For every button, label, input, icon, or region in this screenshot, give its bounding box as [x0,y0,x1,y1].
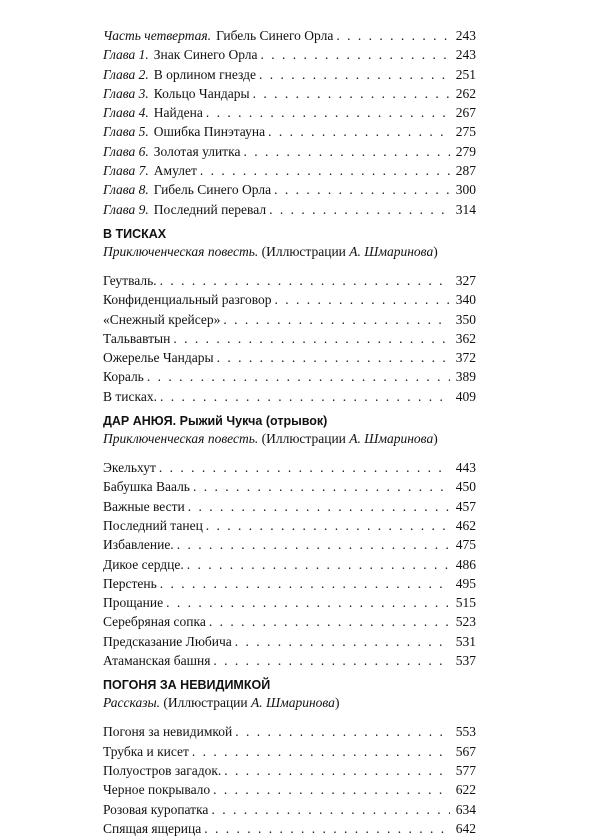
page-number: 443 [455,460,476,476]
dot-leader [336,26,450,45]
dot-leader [213,651,450,670]
page-number: 475 [455,537,476,553]
entry-title: Геутваль. [103,272,157,288]
entry-title: Предсказание Любича [103,633,232,649]
entry-title: Знак Синего Орла [153,47,258,63]
page-number: 523 [455,614,476,630]
page-number: 634 [455,801,476,817]
section-subtitle [103,243,476,261]
toc-entry-row [103,271,476,290]
dot-leader [187,555,450,574]
toc-entry-row [103,310,476,329]
toc-section [103,412,476,670]
entry-title: Кольцо Чандары [153,85,250,101]
entry-title: Гибель Синего Орла [153,182,272,198]
entry-title: Важные вести [103,498,185,514]
chapter-row [103,65,476,84]
entry-title: Прощание [103,595,164,611]
illustrator-name: А. Шмаринова [349,431,434,447]
entry-title: Ошибка Пинэтауна [153,124,266,140]
dot-leader [160,387,450,406]
toc-entry-row [103,329,476,348]
chapter-prefix: Глава 5. [103,124,149,140]
page-number: 577 [455,762,476,778]
page-number: 275 [455,124,476,140]
toc-entry-row [103,612,476,631]
dot-leader [253,84,450,103]
page-number: 350 [455,311,476,327]
toc-entry-row [103,516,476,535]
entry-title: Черное покрывало [103,782,211,798]
page-number: 553 [455,724,476,740]
entry-title: Ожерелье Чандары [103,350,214,366]
page-number: 389 [455,369,476,385]
entry-title: Избавление. [103,537,174,553]
chapter-row [103,200,476,219]
page-number: 515 [455,595,476,611]
dot-leader [259,65,450,84]
entry-title: Трубка и кисет [103,743,189,759]
toc-section [103,676,476,838]
chapter-row [103,122,476,141]
chapter-prefix: Глава 4. [103,105,149,121]
entry-title: Спящая ящерица [103,820,202,836]
chapter-prefix: Глава 6. [103,143,149,159]
dot-leader [166,593,450,612]
page-number: 567 [455,743,476,759]
chapter-prefix: Глава 1. [103,47,149,63]
dot-leader [200,161,450,180]
page-number: 287 [455,163,476,179]
dot-leader [217,348,450,367]
page-number: 279 [455,143,476,159]
dot-leader [211,800,450,819]
entry-title: Найдена [153,105,203,121]
toc-entry-row [103,651,476,670]
page-number: 243 [455,47,476,63]
entry-title: Погоня за невидимкой [103,724,233,740]
closing-paren: ) [433,431,438,447]
page-number: 267 [455,105,476,121]
entry-title: Полуостров загадок. [103,762,222,778]
chapter-prefix: Глава 3. [103,85,149,101]
entry-title: В орлином гнезде [153,66,256,82]
illustrations-label: (Иллюстрации [163,695,252,711]
dot-leader [275,290,450,309]
section-title: ДАР АНЮЯ. Рыжий Чукча (отрывок) [103,414,328,429]
toc-entry-row [103,477,476,496]
entry-title: Последний перевал [153,201,267,217]
toc-entry-row [103,632,476,651]
dot-leader [268,122,450,141]
dot-leader [193,477,450,496]
chapter-prefix: Глава 8. [103,182,149,198]
toc-section [103,225,476,406]
entry-title: В тисках. [103,388,157,404]
chapter-prefix: Глава 9. [103,201,149,217]
page-number: 372 [455,350,476,366]
dot-leader [213,780,450,799]
toc-entry-row [103,819,476,838]
chapter-prefix: Глава 2. [103,66,149,82]
page-number: 362 [455,330,476,346]
dot-leader [206,516,450,535]
entry-title: Экельхут [103,460,156,476]
entry-title: Золотая улитка [153,143,241,159]
dot-leader [188,497,450,516]
dot-leader [274,180,450,199]
closing-paren: ) [334,695,340,711]
page-number: 537 [455,653,476,669]
toc-entry-row [103,348,476,367]
part-four-list [103,26,476,219]
entry-title: Последний танец [103,517,203,533]
chapter-row [103,180,476,199]
entry-title: «Снежный крейсер» [103,311,221,327]
toc-entry-row [103,535,476,554]
dot-leader [243,142,450,161]
toc-entry-row [103,497,476,516]
genre-label: Приключенческая повесть. [103,243,259,259]
part-prefix: Часть четвертая. [103,28,212,43]
page-number: 340 [455,292,476,308]
chapter-row [103,103,476,122]
section-title: В ТИСКАХ [103,226,167,241]
page-number: 531 [455,633,476,649]
genre-label: Приключенческая повесть. [103,431,259,447]
toc-entry-row [103,290,476,309]
page-number: 495 [455,575,476,591]
entry-title: Атаманская башня [103,653,211,669]
chapter-row [103,161,476,180]
toc-entry-row [103,742,476,761]
entry-title: Амулет [153,163,197,179]
entry-title: Розовая куропатка [103,801,209,817]
entry-title: Перстень [103,575,157,591]
page-number: 642 [455,820,476,836]
toc-entry-row [103,780,476,799]
table-of-contents [103,26,476,838]
page-number: 409 [455,388,476,404]
page-number: 251 [455,66,476,82]
dot-leader [269,200,450,219]
dot-leader [204,819,450,838]
dot-leader [206,103,450,122]
section-subtitle [103,694,476,712]
dot-leader [177,535,450,554]
chapter-prefix: Глава 7. [103,163,149,179]
illustrator-name: А. Шмаринова [251,695,335,711]
dot-leader [235,632,450,651]
page-number: 457 [455,498,476,514]
dot-leader [173,329,450,348]
entry-title: Тальвавтын [103,330,171,346]
genre-label: Рассказы. [103,695,160,711]
dot-leader [160,574,450,593]
page-number: 300 [455,182,476,198]
toc-entry-row [103,574,476,593]
toc-entry-row [103,387,476,406]
page-number: 486 [455,556,476,572]
chapter-row [103,142,476,161]
toc-entry-row [103,761,476,780]
page-number: 622 [455,782,476,798]
chapter-row [103,84,476,103]
toc-entry-row [103,593,476,612]
page-number: 243 [455,28,476,43]
dot-leader [147,367,450,386]
toc-entry-row [103,722,476,741]
dot-leader [224,761,450,780]
page-number: 450 [455,479,476,495]
dot-leader [235,722,450,741]
page-number: 262 [455,85,476,101]
dot-leader [261,45,450,64]
section-subtitle [103,430,476,448]
page-number: 314 [455,201,476,217]
part-heading-row [103,26,476,45]
dot-leader [209,612,450,631]
toc-entry-row [103,458,476,477]
illustrator-name: А. Шмаринова [349,243,434,259]
part-title: Гибель Синего Орла [216,28,334,43]
dot-leader [159,458,450,477]
entry-title: Кораль [103,369,144,385]
illustrations-label: (Иллюстрации [261,431,350,447]
closing-paren: ) [433,243,438,259]
entry-title: Бабушка Вааль [103,479,190,495]
page-number: 462 [455,517,476,533]
dot-leader [160,271,450,290]
toc-entry-row [103,800,476,819]
dot-leader [192,742,450,761]
entry-title: Серебряная сопка [103,614,206,630]
page-number: 327 [455,272,476,288]
dot-leader [223,310,450,329]
toc-entry-row [103,367,476,386]
toc-entry-row [103,555,476,574]
illustrations-label: (Иллюстрации [261,243,350,259]
entry-title: Конфиденциальный разговор [103,292,272,308]
entry-title: Дикое сердце. [103,556,184,572]
section-title: ПОГОНЯ ЗА НЕВИДИМКОЙ [103,678,271,693]
chapter-row [103,45,476,64]
